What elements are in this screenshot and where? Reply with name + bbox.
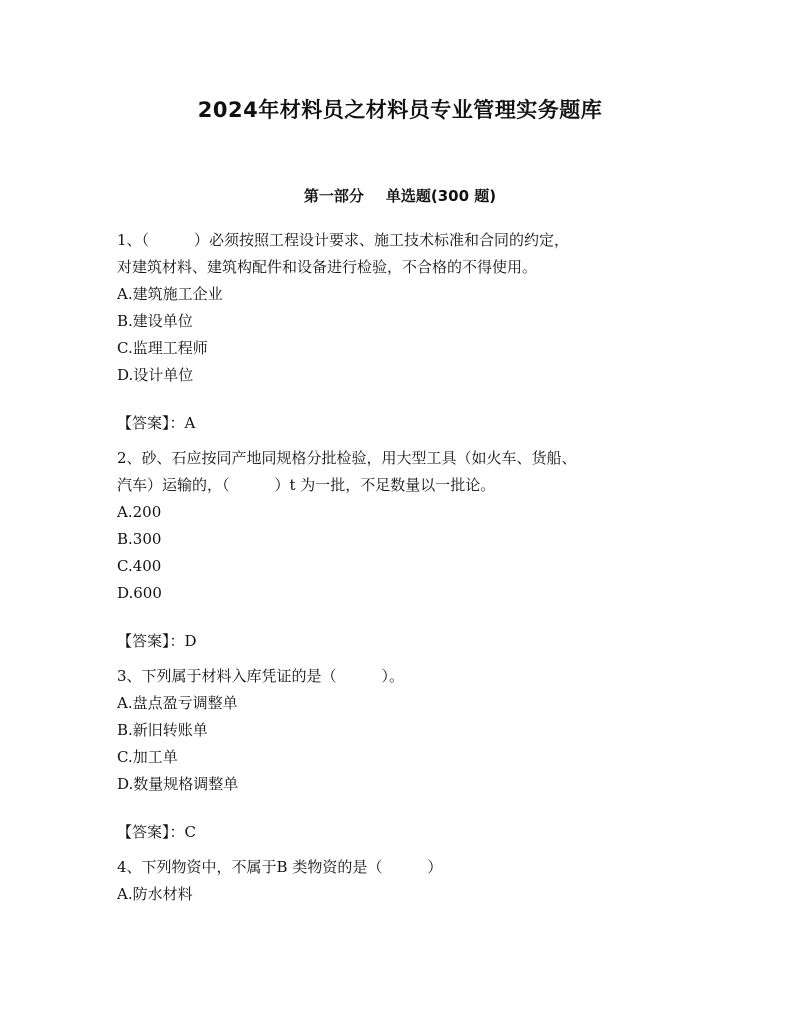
option-c: C.加工单 (117, 748, 178, 766)
option-b: B.建设单位 (117, 312, 193, 330)
answer-label: 【答案】： (117, 414, 185, 432)
question-stem-line: 1、（ ）必须按照工程设计要求、施工技术标准和合同的约定， (117, 231, 570, 249)
question-1 (117, 227, 677, 437)
option-a: A.建筑施工企业 (117, 285, 223, 303)
option-c: C.400 (117, 557, 162, 575)
option-b: B.新旧转账单 (117, 721, 208, 739)
section-name: 单选题(300 题) (385, 187, 497, 205)
question-3 (117, 663, 677, 846)
answer-line (117, 819, 677, 846)
option-a: A.200 (117, 503, 162, 521)
option-d: D.600 (117, 584, 162, 602)
answer-value: C (184, 823, 196, 841)
option-b: B.300 (117, 530, 162, 548)
question-stem-line: 2、砂、石应按同产地同规格分批检验，用大型工具（如火车、货船、 (117, 449, 577, 467)
question-stem-line: 3、下列属于材料入库凭证的是（ ）。 (117, 667, 405, 685)
question-2 (117, 445, 677, 655)
option-c: C.监理工程师 (117, 339, 208, 357)
option-d: D.数量规格调整单 (117, 775, 239, 793)
answer-value: A (184, 414, 196, 432)
question-list (117, 227, 677, 908)
answer-label: 【答案】： (117, 632, 185, 650)
option-a: A.盘点盈亏调整单 (117, 694, 238, 712)
section-heading (0, 186, 800, 206)
question-stem-line: 对建筑材料、建筑构配件和设备进行检验，不合格的不得使用。 (117, 258, 538, 276)
answer-line (117, 410, 677, 437)
question-4 (117, 854, 677, 908)
page-title: 2024年材料员之材料员专业管理实务题库 (197, 98, 603, 122)
answer-line (117, 628, 677, 655)
option-a: A.防水材料 (117, 885, 193, 903)
question-stem-line: 4、下列物资中，不属于B 类物资的是（ ） (117, 858, 443, 876)
option-d: D.设计单位 (117, 366, 194, 384)
question-stem-line: 汽车）运输的，（ ）t 为一批，不足数量以一批论。 (117, 476, 496, 494)
answer-value: D (184, 632, 197, 650)
answer-label: 【答案】： (117, 823, 185, 841)
section-part: 第一部分 (303, 187, 364, 205)
